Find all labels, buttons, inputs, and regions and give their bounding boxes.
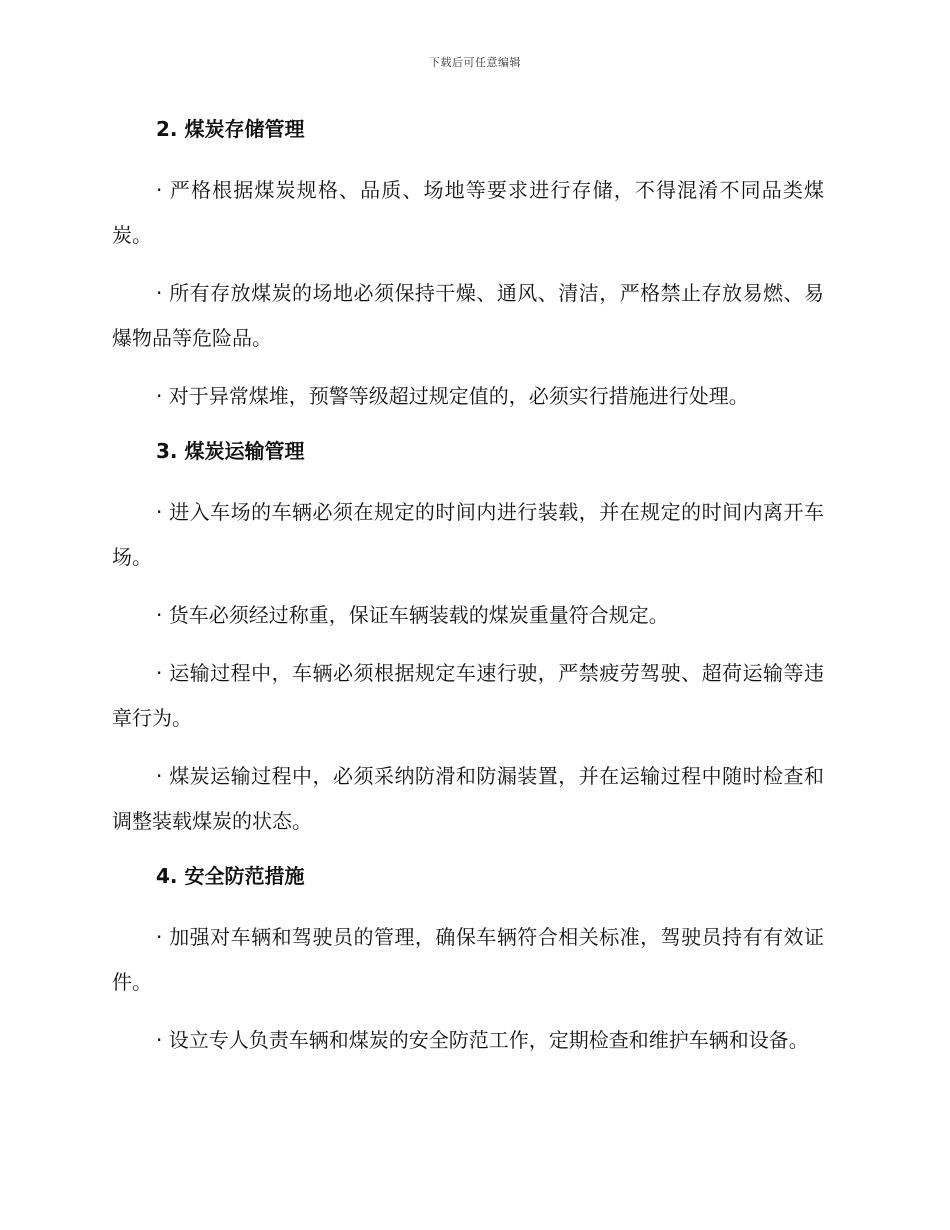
- bullet-paragraph: · 煤炭运输过程中，必须采纳防滑和防漏装置，并在运输过程中随时检查和调整装载煤炭的状态。: [112, 764, 824, 833]
- bullet-paragraph: · 进入车场的车辆必须在规定的时间内进行装载，并在规定的时间内离开车场。: [112, 500, 824, 569]
- page-header: 下载后可任意编辑: [429, 56, 521, 69]
- bullet-paragraph: · 货车必须经过称重，保证车辆装载的煤炭重量符合规定。: [156, 603, 669, 627]
- bullet-paragraph: · 对于异常煤堆，预警等级超过规定值的，必须实行措施进行处理。: [156, 384, 749, 408]
- bullet-paragraph: · 设立专人负责车辆和煤炭的安全防范工作，定期检查和维护车辆和设备。: [156, 1028, 809, 1052]
- bullet-paragraph: · 加强对车辆和驾驶员的管理，确保车辆符合相关标准，驾驶员持有有效证件。: [112, 925, 824, 994]
- bullet-paragraph: · 严格根据煤炭规格、品质、场地等要求进行存储，不得混淆不同品类煤炭。: [112, 178, 824, 247]
- section-title-transport: 3. 煤炭运输管理: [156, 439, 305, 463]
- document-body: [112, 110, 824, 1076]
- section-title-safety: 4. 安全防范措施: [156, 864, 305, 888]
- bullet-paragraph: · 运输过程中，车辆必须根据规定车速行驶，严禁疲劳驾驶、超荷运输等违章行为。: [112, 661, 824, 730]
- section-title-storage: 2. 煤炭存储管理: [156, 117, 305, 141]
- bullet-paragraph: · 所有存放煤炭的场地必须保持干燥、通风、清洁，严格禁止存放易燃、易爆物品等危险品。: [112, 281, 824, 350]
